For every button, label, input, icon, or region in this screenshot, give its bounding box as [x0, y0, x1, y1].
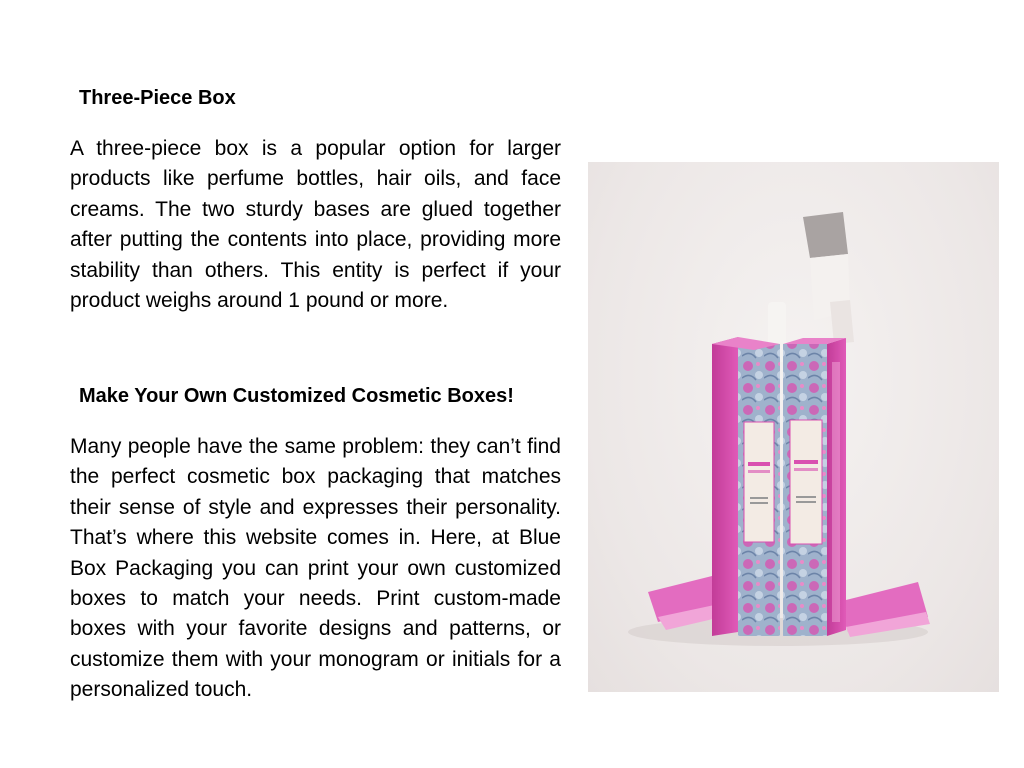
section-heading-customized-boxes: Make Your Own Customized Cosmetic Boxes! — [79, 385, 514, 407]
section-body-three-piece-box: A three-piece box is a popular option for larger products like perfume bottles, hair oils, and face creams. The two sturdy bases are glued together after putting the contents into place, providing more stability than others. This entity is perfect if your product weighs around 1 pound or more. — [70, 137, 561, 313]
section-body-customized-boxes: Many people have the same problem: they can’t find the perfect cosmetic box packaging that matches their sense of style and expresses their personality. That’s where this website comes in. Here, at Blue Box Packaging you can print your own customized boxes to match your needs. Print custom-made boxes with your favorite designs and patterns, or customize them with your monogram or initials for a personalized touch. — [70, 435, 561, 702]
product-box-right — [783, 338, 846, 636]
product-photo — [588, 162, 999, 692]
section-heading-three-piece-box: Three-Piece Box — [79, 87, 236, 109]
product-box-left — [712, 337, 780, 636]
